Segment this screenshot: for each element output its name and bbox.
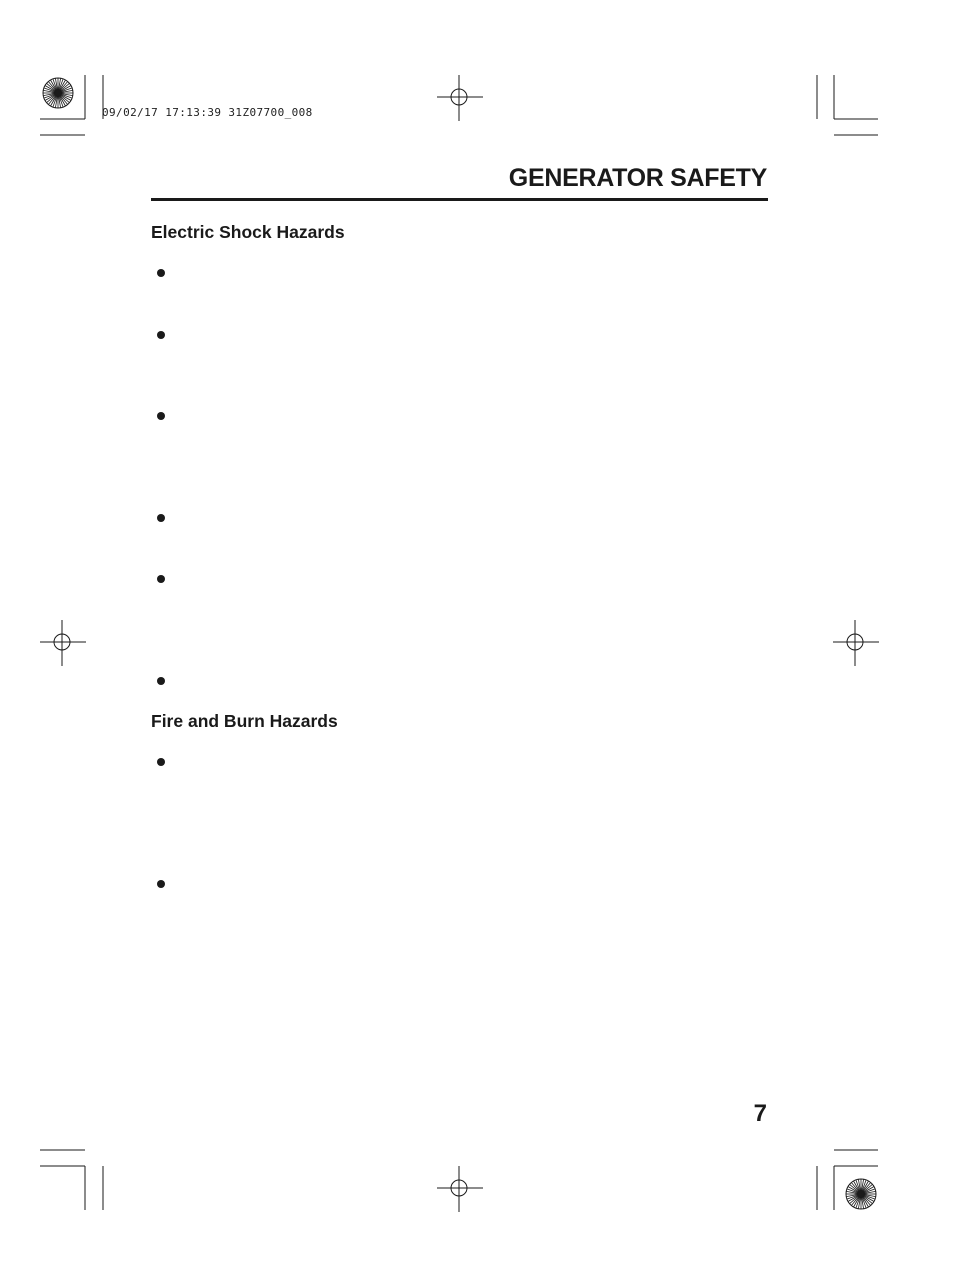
page-title: GENERATOR SAFETY bbox=[508, 164, 767, 192]
registration-mark-bottom bbox=[437, 1166, 483, 1212]
bullet-point bbox=[157, 514, 165, 522]
registration-mark-left bbox=[40, 620, 86, 666]
registration-mark-right bbox=[833, 620, 879, 666]
section-heading-fire-burn: Fire and Burn Hazards bbox=[151, 711, 338, 731]
registration-mark-top bbox=[437, 75, 483, 121]
starburst-mark-bottom-right bbox=[845, 1178, 877, 1210]
bullet-point bbox=[157, 677, 165, 685]
starburst-mark-top-left bbox=[42, 77, 74, 109]
bullet-point bbox=[157, 575, 165, 583]
section-heading-electric-shock: Electric Shock Hazards bbox=[151, 222, 345, 242]
bullet-point bbox=[157, 880, 165, 888]
bullet-point bbox=[157, 269, 165, 277]
print-stamp: 09/02/17 17:13:39 31Z07700_008 bbox=[102, 106, 313, 119]
bullet-point bbox=[157, 331, 165, 339]
bullet-point bbox=[157, 412, 165, 420]
title-rule bbox=[151, 198, 768, 201]
page-number: 7 bbox=[753, 1100, 767, 1127]
bullet-point bbox=[157, 758, 165, 766]
